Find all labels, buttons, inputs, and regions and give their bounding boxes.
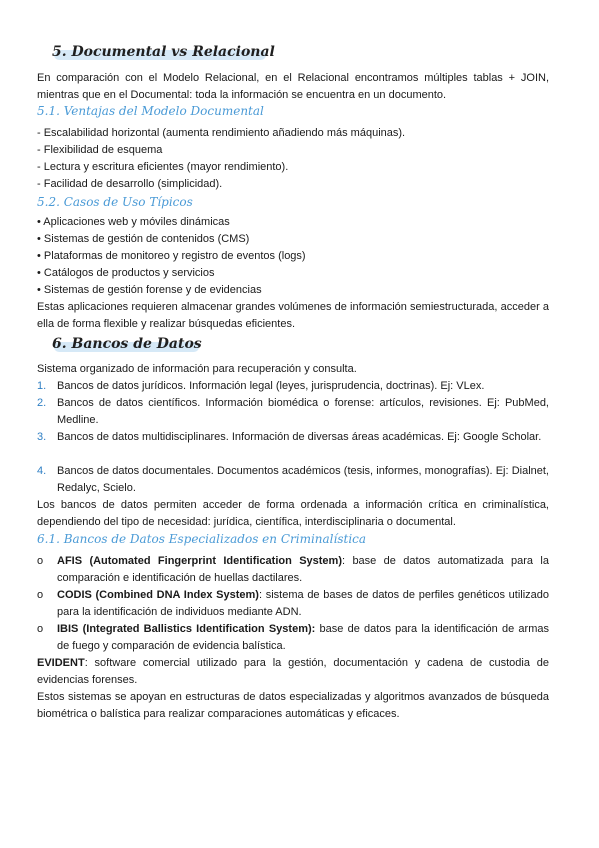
section-6-title: 6. Bancos de Datos bbox=[52, 336, 202, 352]
section-5-2-closing: Estas aplicaciones requieren almacenar grandes volúmenes de información semiestructurada, acceder a ella de forma flexible y realizar búsquedas eficientes. bbox=[37, 301, 549, 330]
section-5-1-title: 5.1. Ventajas del Modelo Documental bbox=[37, 104, 264, 118]
section-5-title: 5. Documental vs Relacional bbox=[52, 44, 275, 60]
system-name: CODIS (Combined DNA Index System) bbox=[57, 589, 259, 601]
list-bullet: o bbox=[37, 555, 44, 567]
list-bullet: o bbox=[37, 589, 44, 601]
list-number: 4. bbox=[37, 465, 47, 477]
section-6-intro: Sistema organizado de información para recuperación y consulta. bbox=[37, 363, 357, 375]
system-description: : sistema de bases de datos de perfiles genéticos utilizado para la identificación de individuos mediante ADN. bbox=[57, 589, 549, 618]
system-description: : base de datos automatizada para la comparación e identificación de huellas dactilares. bbox=[57, 555, 549, 584]
system-name: EVIDENT bbox=[37, 657, 85, 669]
list-item: - Lectura y escritura eficientes (mayor rendimiento). bbox=[37, 161, 289, 173]
list-item bbox=[57, 621, 549, 655]
list-item: • Sistemas de gestión de contenidos (CMS) bbox=[37, 233, 250, 245]
list-item: Bancos de datos científicos. Información biomédica o forense: artículos, revisiones. Ej: PubMed, Medline. bbox=[57, 397, 549, 426]
system-description: : software comercial utilizado para la gestión, documentación y cadena de custodia de evidencias forenses. bbox=[37, 657, 549, 686]
list-item: • Catálogos de productos y servicios bbox=[37, 267, 215, 279]
list-item: • Aplicaciones web y móviles dinámicas bbox=[37, 216, 230, 228]
list-bullet: o bbox=[37, 623, 44, 635]
system-name: IBIS (Integrated Ballistics Identification System): bbox=[57, 623, 316, 635]
list-item: Bancos de datos jurídicos. Información legal (leyes, jurisprudencia, doctrinas). Ej: VLex. bbox=[57, 380, 485, 392]
list-number: 1. bbox=[37, 380, 47, 392]
list-item: - Escalabilidad horizontal (aumenta rendimiento añadiendo más máquinas). bbox=[37, 127, 406, 139]
system-name: AFIS (Automated Fingerprint Identification System) bbox=[57, 555, 342, 567]
list-item: Bancos de datos multidisciplinares. Información de diversas áreas académicas. Ej: Google Scholar. bbox=[57, 431, 542, 443]
list-number: 2. bbox=[37, 397, 47, 409]
section-6-1-closing: Estos sistemas se apoyan en estructuras de datos especializadas y algoritmos avanzados de búsqueda biométrica o balística para realizar comparaciones automáticas y eficaces. bbox=[37, 691, 549, 720]
list-item: - Flexibilidad de esquema bbox=[37, 144, 163, 156]
list-item: • Sistemas de gestión forense y de evidencias bbox=[37, 284, 262, 296]
list-item bbox=[57, 553, 549, 587]
list-item: - Facilidad de desarrollo (simplicidad). bbox=[37, 178, 223, 190]
system-description: base de datos para la identificación de armas de fuego y comparación de evidencia balística. bbox=[57, 623, 549, 652]
list-number: 3. bbox=[37, 431, 47, 443]
list-item: • Plataformas de monitoreo y registro de eventos (logs) bbox=[37, 250, 306, 262]
section-5-heading bbox=[52, 44, 275, 66]
section-5-intro: En comparación con el Modelo Relacional, en el Relacional encontramos múltiples tablas + JOIN, mientras que en el Documental: toda la información se encuentra en un documento. bbox=[37, 72, 549, 101]
list-item: Bancos de datos documentales. Documentos académicos (tesis, informes, monografías). Ej: Dialnet, Redalyc, Scielo. bbox=[57, 465, 549, 494]
evident-paragraph bbox=[37, 655, 549, 689]
section-5-2-title: 5.2. Casos de Uso Típicos bbox=[37, 195, 193, 209]
list-item bbox=[57, 587, 549, 621]
section-6-closing: Los bancos de datos permiten acceder de forma ordenada a información crítica en criminalística, dependiendo del tipo de necesidad: jurídica, científica, interdisciplinaria o documental. bbox=[37, 499, 549, 528]
section-6-1-title: 6.1. Bancos de Datos Especializados en Criminalística bbox=[37, 532, 367, 546]
section-6-heading bbox=[52, 336, 202, 358]
